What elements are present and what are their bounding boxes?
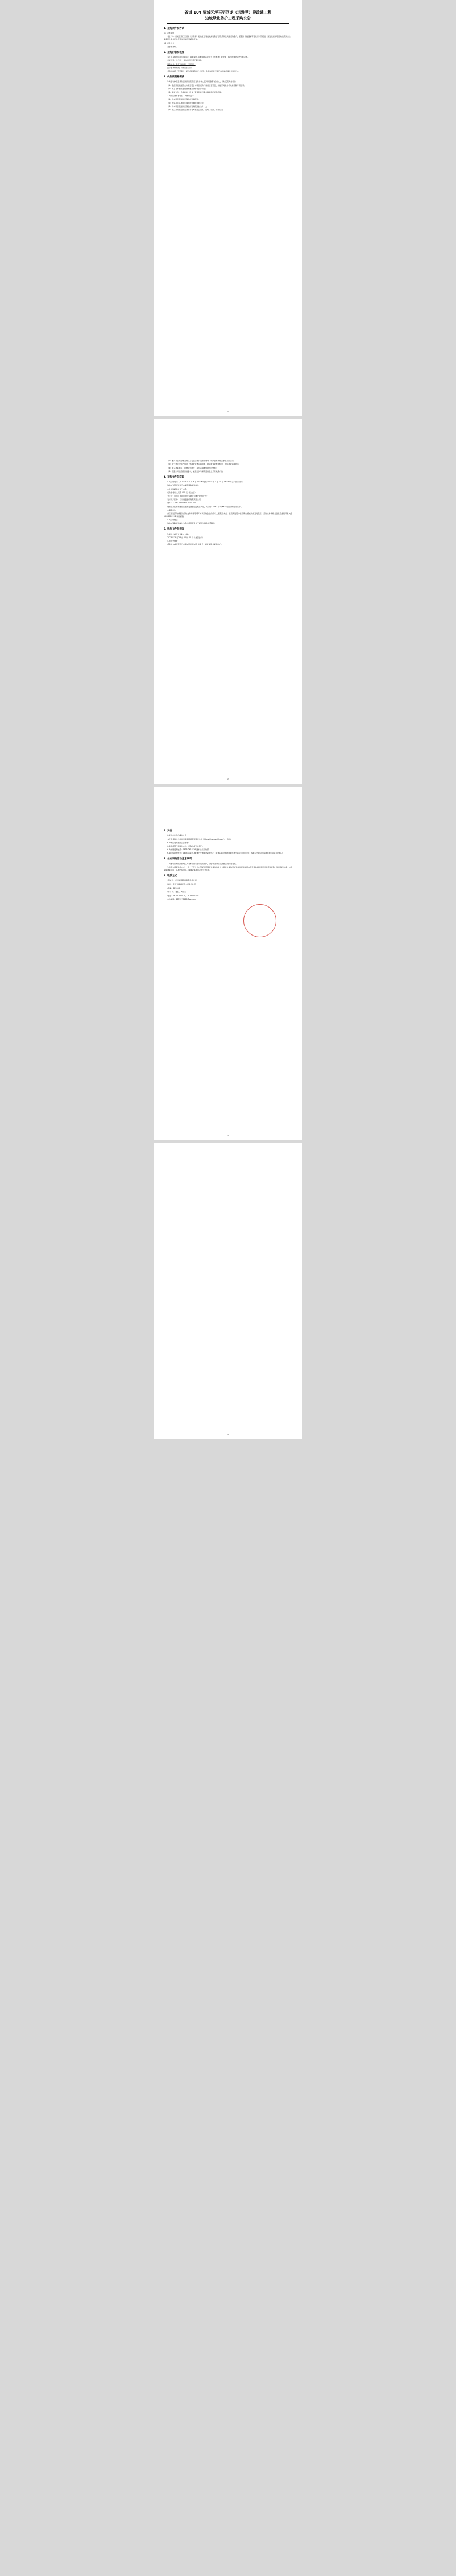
section-6-p6: 6.4 投诉受理电话：0835-3310136 雅安交通建设采购中心（若供应商对质疑回复结果不满意可进行投诉，投诉应当被投诉事项提供相关证明材料。） [167,852,284,855]
top-margin-spacer-3 [164,794,292,827]
section-1-2-text: 竞争性谈判。 [167,45,178,48]
contact-value-3: 雍嘉、严女士 [175,891,186,893]
section-6-p1: 6.1 发布公告的媒体介绍 [167,834,186,837]
contact-label-5: 电子邮箱： [167,898,176,901]
contact-row-3 [164,891,292,893]
section-6-p5: 6.3 质疑受理电话：0835-2618739 路桥公司采购部 [167,848,209,851]
section-3b-p1: （1）根本项目所在地采购以上行业主管部门颁出要件，取消提标或禁止参加采购活动; [167,460,234,462]
section-5-p3: 5.2 递交地址 [167,540,178,543]
contact-row-2 [164,887,292,890]
section-3-p3: （2）具有良好的商业信誉和健全的财务会计制度; [167,87,206,90]
section-3-p9: （4）近三年内在经营活动中存在严重违法记录、违约、拖欠、行贿行为。 [167,108,225,111]
section-4-p1: 4.1 获取时间：从 2023 年 3 月 8 日 11: 00 时至 2023 年 3 月 23 日 18: 00 时止（北京时间） [167,481,245,483]
section-4-p2: 购买或自登记在线平台采购获取采购文件。 [167,484,201,487]
section-6-heading: 6. 其他 [164,830,172,832]
section-4-p6: 对公账户名称：四川雍嘉路桥有限责任公司 [167,498,201,501]
contact-label-0: 采 购 人： [167,879,176,882]
section-7-p2: 7.2 应实施要选择方式（一2个工艺）正完整填写明规定并采纳的建立方须进入采购活动签单位提供本项内容及其他填写需要评判采购采购，同时参与均等，本组保障调查风险，各项内容自负。请谨记本项目仅为公开通用。 [164,866,292,871]
section-8-heading: 8. 联系方式 [164,875,177,877]
section-4-p4: 售卖价格为人民币 200 元（售完止）。 [167,491,197,494]
contact-row-1 [164,883,292,886]
section-5-heading: 5. 响应文件的递交 [164,528,185,531]
page-number-4: 3 [227,1434,229,1437]
contact-row-5 [164,898,292,901]
page-title-line1: 省道 104 雨城区坪石至回龙（洪雅界）段改建工程 [184,10,272,15]
section-2-p3: 服务地点：雅安市雨城区（见范围） [167,63,196,65]
section-3-p7: （2）为本项目其他供应商提供咨询服务的关系; [167,101,205,104]
contact-value-4: 18208270019、18181243552 [173,894,199,897]
section-3-p6: （1）为本项目其他供应商提供咨询服务; [167,98,199,101]
contact-value-5: 1874275230@qq.com [176,898,196,901]
page-number-3: 3 [227,1134,229,1137]
contact-label-4: 电 话： [167,894,173,897]
section-1-1-label: 1.1 采购条件 [164,32,174,35]
section-6-p3: 6.2 响应文件递交注意事项: [167,841,189,844]
section-2-p2: 计划工期: 15 个月，具体以项目部工期为准。 [167,59,203,62]
document-sheet-4 [154,1143,302,1439]
section-4-p10: 供应商在获取或提取采购文件时各项填写本次采购企业的联系人须联系方式，在采购过程中在采购实施成功前及时联系，采购文件的相关信息及通知联系电话 18948102201 联系邮箱。 [164,512,292,518]
contact-label-2: 邮 编： [167,887,173,889]
section-7-heading: 7. 参加采购活动注意事项 [164,858,192,861]
section-4-p9: 4.4 联系人 [167,508,176,511]
section-4-p7: 账号：2319 4142 0902 2105 200 [167,502,196,504]
section-3-heading: 3. 供应商资格要求 [164,75,185,79]
section-2-heading: 2. 采购内容和范围 [164,51,185,54]
section-3-p2: （1）供应商须具备营业执照及符合本项目采购内容的经营范围，并能开具税务机关增值税专用发票; [167,84,245,87]
section-3b-p2: （2）处于被责令生产停业、整改或者被吊销执照、营业或者被暂停经营、责任被取消等状态; [167,463,239,466]
section-4-heading: 4. 采购文件的获取 [164,475,185,479]
section-4-p3: 4.2 交纳采购文件工本费： [167,487,189,490]
section-3-p4: （3）具有人员、专业技术、设备、资金等能力要求和必要的采购设备; [167,91,222,93]
section-5-p1: 5.1 递交响应文件截止时间: [167,532,189,535]
title-divider [167,23,289,24]
contact-value-0: 四川雍嘉路桥有限责任公司 [175,879,197,882]
section-7-p1: 7.1 参与采购活动的响应人对本采购公告的任何疑问，请于递交响应文件截止时间前提出。 [167,862,238,865]
section-4-p12: 购买或获取采购文件为购成函图获及电子邮件与联系电话联系。 [167,522,217,525]
section-6-p4: 6.3 监督部门及联系方式：采购人或下达部门。 [167,845,204,847]
section-2-p5: 采购控制价（不含税）: 1374324.55 元（大写：壹佰叁拾柒万肆仟叁佰贰拾肆元伍角伍分）。 [167,69,241,72]
section-3-p8: （3）为本项目其他供应商提供咨询服务的为同一人; [167,105,208,108]
page-title-line2: 边坡绿化防护工程采购公告 [205,15,251,20]
section-5-p4: 邮寄申入或以至雅安市南城区北环东路 396 号一楼交易服务采购中心。 [167,543,223,546]
section-2-p1: 本项目采购内容和范围包括：省道 104 雨城区坪石至回龙（洪雅界）段改建工程边坡绿化防护工程采购。 [167,56,250,59]
section-5-p2: 2023 年 3 月 23 日 10 时 00 分（北京时间） [167,536,204,539]
section-3-p1: 3.1 参与本项目采购活动的供应商应当是中华人民共和国境内的法人，同时还应具备标的 [167,80,236,83]
contact-row-0 [164,879,292,882]
section-1-2-label: 1.2 采购方式 [164,42,174,44]
official-seal-stamp-icon [243,904,276,937]
document-sheet-1 [154,0,302,416]
page-number-2: 2 [227,778,229,781]
contact-value-2: 625000 [173,887,180,889]
page-title [164,10,292,22]
document-sheet-3 [154,787,302,1140]
contact-label-3: 联 系 人： [167,891,176,893]
signature-area [164,903,292,934]
section-3b-p4: （4）规避公司供应商资格要求，被禁止参与采购活动且处于有效期内的。 [167,470,225,473]
section-1-heading: 1. 采购条件和方式 [164,27,185,30]
section-3b-p3: （3）进入清算程序，或被宣告破产、其他丧失履约能力的情形; [167,466,217,469]
section-1-1-text: 省道 104 雨城区坪石至回龙（洪雅界）段改建工程边坡绿化防护工程采购已具备采购条件，招图片投融圆解有要进行公开招租，现对该施装项目实施采购出公，邀请符合条件的供应商参加本项目采购竞争。 [164,35,292,41]
section-4-p5: 开户行：中国工商银行股份有限公司雅安中大街支行 [167,494,208,497]
page-number-1: 1 [227,410,229,413]
top-margin-spacer [164,426,292,459]
contact-value-1: 雅安市南城区青衣江路 28 号 [173,883,196,886]
contact-label-1: 地 址： [167,883,173,886]
contact-block [164,879,292,901]
section-4-p8: 转账成功后将转账凭证截图发送到指定联系人处，并注明："XXX 公司 XXX 项目采购服务文件"。 [167,505,243,508]
contact-row-4 [164,895,292,897]
section-6-p2: 本项目采购公告在四川雍嘉路桥有限责任公司（https://www.yajili.com）上发布。 [167,838,233,840]
document-sheet-2 [154,419,302,784]
section-2-p4: 投资要求或规模：（详见第二章） [167,66,193,69]
section-3-p5: 3.2 供应商不得存在下列情形之一： [167,95,196,97]
section-4-p11: 4.5 获取电话 [167,519,178,522]
